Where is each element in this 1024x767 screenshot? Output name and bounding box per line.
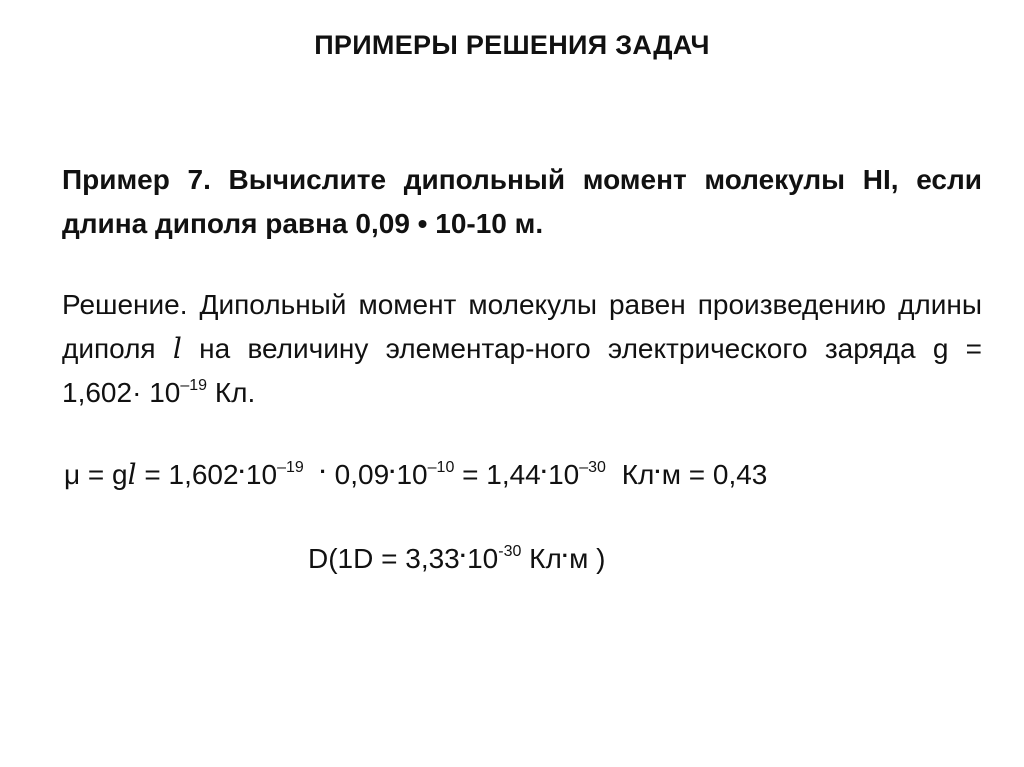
charge-power-base: 10 — [149, 377, 181, 408]
power-base: 10 — [467, 543, 499, 574]
charge-unit: Кл. — [214, 377, 256, 408]
power-base: 10 — [396, 459, 428, 490]
page-title: ПРИМЕРЫ РЕШЕНИЯ ЗАДАЧ — [314, 30, 710, 60]
debye-prefix: D(1D = 3,33 — [308, 543, 460, 574]
formula-eq2: = 1,44 — [462, 459, 541, 490]
elementary-charge: g = 1,602 — [62, 333, 983, 408]
formula-eq1: = 1,602 — [144, 459, 239, 490]
multiply-dot: · — [540, 459, 549, 484]
solution-text-2: на величину элементар-ного электрического заряда — [199, 333, 916, 364]
unit-coulomb: Кл — [529, 543, 562, 574]
exponent-2: –10 — [427, 459, 455, 476]
dipole-length-symbol: l — [172, 332, 182, 365]
formula-mu: μ = g — [64, 459, 128, 490]
multiply-dot: · — [389, 459, 397, 484]
solution-paragraph — [62, 283, 982, 415]
debye-definition — [308, 543, 605, 575]
solution-text-1: Решение. Дипольный момент молекулы равен произведению длины диполя — [62, 289, 982, 364]
formula-val2: 0,09 — [334, 459, 390, 490]
charge-exponent: –19 — [180, 377, 208, 394]
formula-result: = 0,43 — [688, 459, 768, 490]
unit-meter: м ) — [569, 543, 606, 574]
example-statement: Пример 7. Вычислите дипольный момент молекулы HI, если длина диполя равна 0,09 • 10-10 м. — [62, 164, 982, 239]
power-base: 10 — [245, 459, 278, 490]
multiply-dot: · — [319, 459, 327, 484]
unit-coulomb: Кл — [621, 459, 655, 490]
charge-multiply-dot: · — [132, 377, 142, 408]
exponent-1: –19 — [277, 459, 304, 476]
debye-exponent: -30 — [498, 543, 522, 560]
formula-l-symbol: l — [127, 458, 137, 491]
multiply-dot: · — [459, 543, 468, 568]
dipole-moment-formula — [64, 458, 767, 491]
multiply-dot: · — [238, 459, 246, 484]
unit-meter: м — [661, 459, 681, 490]
exponent-3: –30 — [579, 459, 606, 476]
power-base: 10 — [548, 459, 580, 490]
multiply-dot: · — [561, 543, 570, 568]
multiply-dot: · — [654, 459, 662, 484]
